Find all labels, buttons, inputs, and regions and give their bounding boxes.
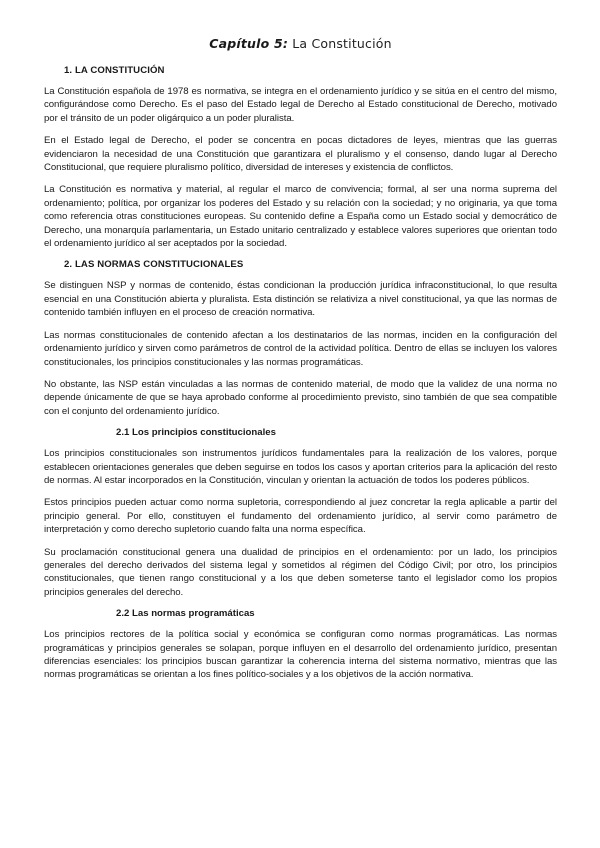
- paragraph: Estos principios pueden actuar como norma supletoria, correspondiendo al juez concretar la regla aplicable a partir del principio general. Por ello, constituyen el fundamento del ordenamiento jurídico, al servir como parámetro de interpretación y como derecho supletorio cuando falta una norma específica.: [44, 497, 557, 536]
- paragraph: Se distinguen NSP y normas de contenido, éstas condicionan la producción jurídica infraconstitucional, lo que resulta esencial en una Constitución abierta y pluralista. Esta distinción se relativiza a nivel constitucional, ya que las normas de contenido también influyen en el proceso de creación normativa.: [44, 280, 557, 319]
- paragraph: Las normas constitucionales de contenido afectan a los destinatarios de las normas, inciden en la configuración del ordenamiento jurídico y sirven como parámetros de control de la actividad política. Dentro de ellas se incluyen los valores constitucionales, los principios constitucionales y las normas programáticas.: [44, 329, 557, 368]
- paragraph: Los principios constitucionales son instrumentos jurídicos fundamentales para la realización de los valores, porque establecen orientaciones generales que deben seguirse en todos los casos y aportan criterios para la aplicación del resto de normas. Al estar incorporados en la Constitución, vinculan y orientan la actuación de todos los poderes públicos.: [44, 448, 557, 486]
- paragraph: Su proclamación constitucional genera una dualidad de principios en el ordenamiento: por un lado, los principios generales del derecho derivados del sistema legal y sometidos al régimen del Código Civil; por otro, los principios constitucionales, que tienen rango constitucional y a los que deben someterse tanto el legislador como los propios principios generales del derecho.: [44, 546, 557, 598]
- paragraph: Los principios rectores de la política social y económica se configuran como normas programáticas. Las normas programáticas y principios generales se solapan, porque influyen en el desarrollo del ordenamiento jurídico, presentan diferencias esenciales: los principios buscan garantizar la coherencia interna del sistema normativo, mientras que las normas programáticas se orientan a los fines político-sociales y a los objetivos de la acción normativa.: [44, 629, 557, 681]
- section-heading: 2. LAS NORMAS CONSTITUCIONALES: [64, 259, 244, 271]
- subsection-heading: 2.1 Los principios constitucionales: [116, 427, 276, 439]
- chapter-subtitle: La Constitución: [292, 36, 392, 51]
- page-title: [44, 36, 557, 51]
- paragraph: En el Estado legal de Derecho, el poder se concentra en pocas dictadores de leyes, mientras que las guerras evidenciaron la necesidad de una Constitución que garantizara el pluralismo y el consenso, dando lugar al Derecho Constitucional, que requiere pluralismo político, diversidad de intereses y existencia de conflictos.: [44, 135, 557, 174]
- subsection-heading: 2.2 Las normas programáticas: [116, 608, 255, 620]
- paragraph: La Constitución española de 1978 es normativa, se integra en el ordenamiento jurídico y se sitúa en el centro del mismo, configurándose como Derecho. Es el paso del Estado legal de Derecho al Estado constitucional de Derecho, motivado por el tránsito de un poder oligárquico a un poder pluralista.: [44, 86, 557, 124]
- paragraph: La Constitución es normativa y material, al regular el marco de convivencia; formal, al ser una norma suprema del ordenamiento; política, por organizar los poderes del Estado y su relación con la sociedad; y no originaria, ya que toma como referencia otras constituciones europeas. Su contenido define a España como un Estado social y democrático de Derecho, una monarquía parlamentaria, un Estado unitario centralizado y establece valores superiores que orientan todo el ordenamiento jurídico al ser aceptados por la sociedad.: [44, 184, 557, 250]
- section-heading: 1. LA CONSTITUCIÓN: [64, 65, 165, 76]
- paragraph: No obstante, las NSP están vinculadas a las normas de contenido material, de modo que la validez de una norma no depende únicamente de que se haya aprobado conforme al procedimiento previsto, sino también de que sea compatible con el conjunto del ordenamiento jurídico.: [44, 378, 557, 417]
- chapter-label: Capítulo 5:: [209, 36, 289, 51]
